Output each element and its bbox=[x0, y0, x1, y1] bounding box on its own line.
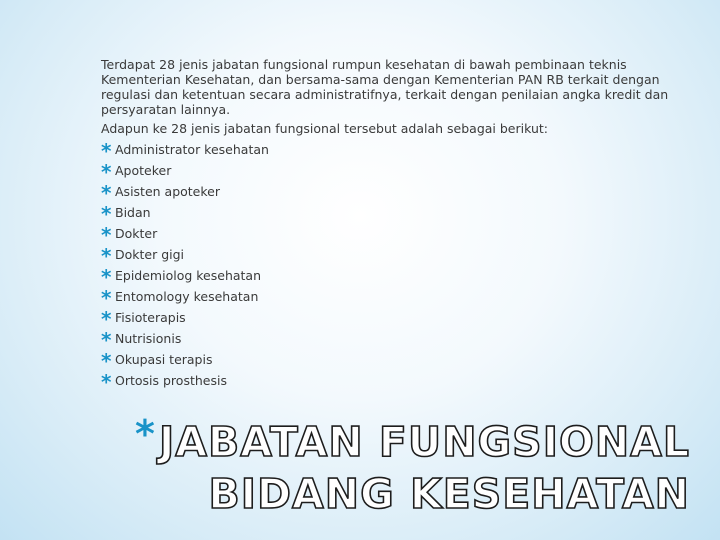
list-item bbox=[101, 223, 691, 247]
list-item bbox=[101, 349, 691, 373]
list-item bbox=[101, 286, 691, 310]
asterisk-bullet-icon: * bbox=[101, 307, 112, 331]
asterisk-bullet-icon: * bbox=[101, 223, 112, 247]
list-item bbox=[101, 370, 691, 394]
asterisk-bullet-icon: * bbox=[101, 202, 112, 226]
list-item-label: Dokter gigi bbox=[115, 247, 185, 262]
asterisk-bullet-icon: * bbox=[101, 160, 112, 184]
list-item-label: Fisioterapis bbox=[115, 310, 186, 325]
asterisk-bullet-icon: * bbox=[101, 286, 112, 310]
list-item-label: Ortosis prosthesis bbox=[115, 373, 227, 388]
list-item-label: Bidan bbox=[115, 205, 151, 220]
list-item-label: Okupasi terapis bbox=[115, 352, 213, 367]
jabatan-list bbox=[101, 139, 691, 394]
asterisk-bullet-icon: * bbox=[101, 244, 112, 268]
slide-title bbox=[135, 412, 690, 520]
list-item-label: Asisten apoteker bbox=[115, 184, 220, 199]
asterisk-bullet-icon: * bbox=[101, 349, 112, 373]
list-item bbox=[101, 265, 691, 289]
list-item bbox=[101, 307, 691, 331]
list-item bbox=[101, 160, 691, 184]
intro-paragraph: Terdapat 28 jenis jabatan fungsional rumpun kesehatan di bawah pembinaan teknis Kementerian Kesehatan, dan bersama-sama dengan Kementerian PAN RB terkait dengan regulasi dan ketentuan secara administratifnya, terkait dengan penilaian angka kredit dan persyaratan lainnya. bbox=[101, 57, 669, 117]
list-item-label: Nutrisionis bbox=[115, 331, 182, 346]
list-item-label: Epidemiolog kesehatan bbox=[115, 268, 262, 283]
asterisk-bullet-icon: * bbox=[101, 181, 112, 205]
list-item bbox=[101, 139, 691, 163]
title-line-1: JABATAN FUNGSIONAL bbox=[159, 418, 690, 466]
list-item bbox=[101, 202, 691, 226]
list-item bbox=[101, 244, 691, 268]
list-item-label: Administrator kesehatan bbox=[115, 142, 269, 157]
lead-sentence: Adapun ke 28 jenis jabatan fungsional tersebut adalah sebagai berikut: bbox=[101, 121, 548, 136]
asterisk-bullet-icon: * bbox=[101, 265, 112, 289]
list-item-label: Entomology kesehatan bbox=[115, 289, 259, 304]
list-item bbox=[101, 328, 691, 352]
title-line-2: BIDANG KESEHATAN bbox=[208, 470, 690, 518]
asterisk-title-icon: * bbox=[135, 412, 155, 456]
asterisk-bullet-icon: * bbox=[101, 139, 112, 163]
list-item-label: Dokter bbox=[115, 226, 158, 241]
list-item-label: Apoteker bbox=[115, 163, 172, 178]
slide-body bbox=[101, 57, 691, 394]
asterisk-bullet-icon: * bbox=[101, 370, 112, 394]
list-item bbox=[101, 181, 691, 205]
asterisk-bullet-icon: * bbox=[101, 328, 112, 352]
